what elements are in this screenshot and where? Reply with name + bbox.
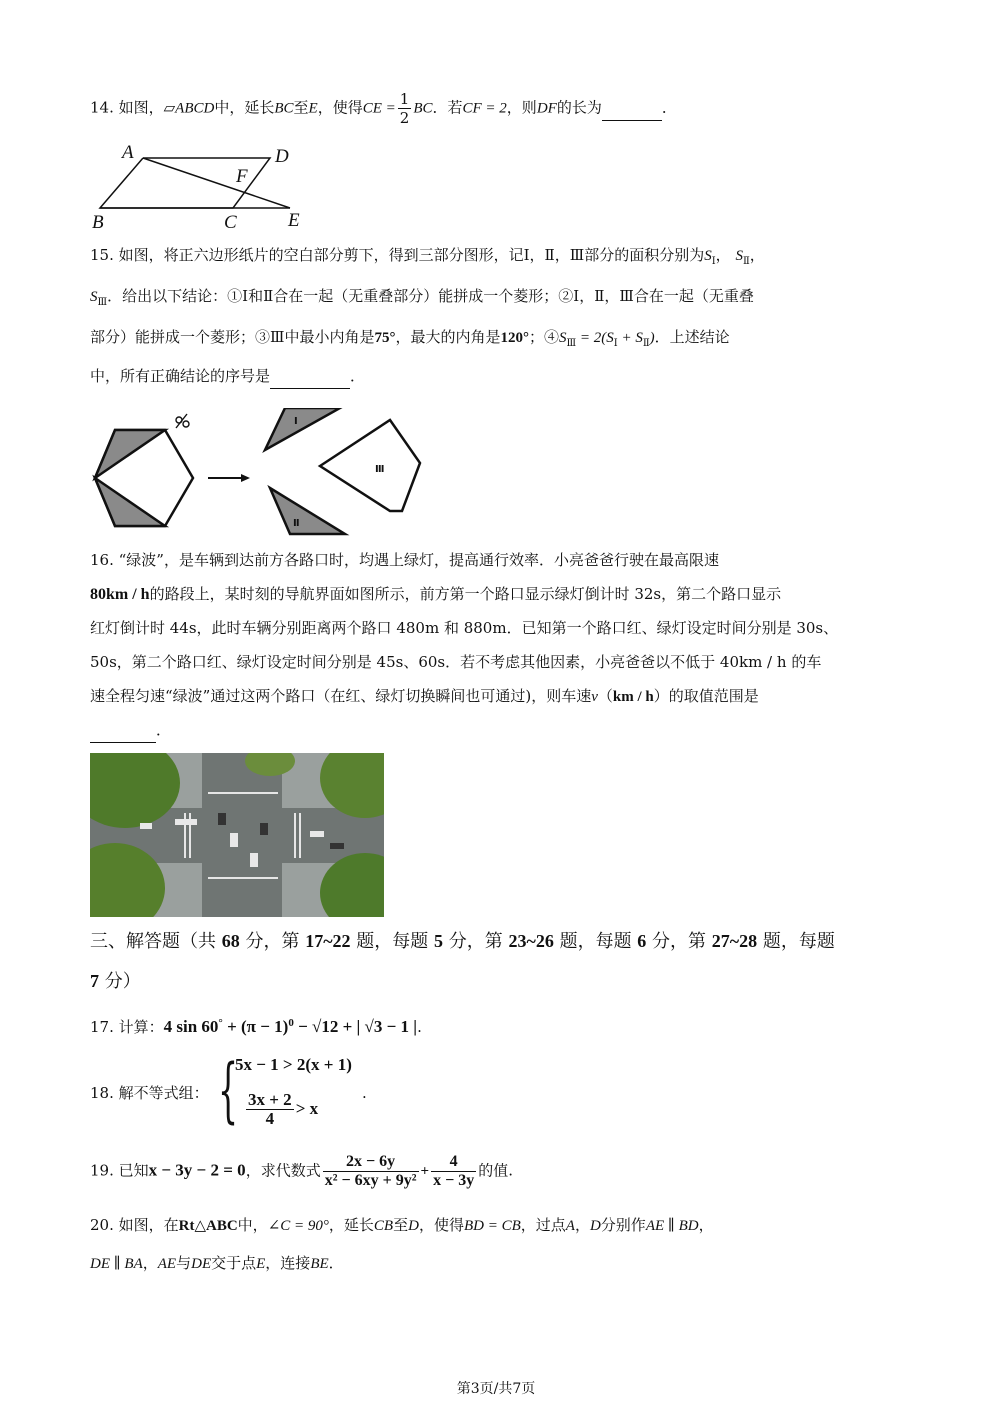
q14-seg1: 中，延长 <box>214 98 275 117</box>
q20-be: BE <box>310 1256 329 1272</box>
q15-formula-rest: = 2(S <box>576 330 614 346</box>
q20-l1f: ，过点 <box>520 1216 566 1234</box>
q14-cf: CF = 2 <box>462 100 507 117</box>
q19-f1-den: x² − 6xy + 9y² <box>324 1172 417 1189</box>
q20-l1g: ， <box>574 1216 590 1234</box>
q20-line1 <box>90 1213 714 1238</box>
q15-comma: ， <box>715 246 731 264</box>
q16-line4: 50s，第二个路口红、绿灯设定时间分别是 45s、60s．若不考虑其他因素，小亮爸爸以不低于 40km / h 的车 <box>90 653 822 671</box>
q16-line2-text: 的路段上，某时刻的导航界面如图所示，前方第一个路口显示绿灯倒计时 32s，第二个路口显示 <box>149 585 782 603</box>
q15-line3d: ．上述结论 <box>654 328 730 346</box>
q15-line3b: ，最大的内角是 <box>395 328 501 346</box>
q20-a: A <box>565 1218 575 1234</box>
q15-line4-text: 中，所有正确结论的序号是 <box>90 367 271 385</box>
q15-line4 <box>90 364 365 389</box>
q19-end: 的值. <box>478 1161 513 1180</box>
s3-l1e: 题，每题 <box>553 931 638 952</box>
q16-unit: km / h <box>612 689 654 705</box>
q14-seg2: 至 <box>293 98 309 117</box>
q15-label-iii: Ⅲ <box>375 464 385 475</box>
q15-s3: S <box>90 289 98 305</box>
q14-answer-blank[interactable] <box>602 96 662 121</box>
q17-expr-a: 4 sin 60 <box>163 1017 219 1036</box>
q14-label-e: E <box>288 210 300 231</box>
q16-line5c: ）的取值范围是 <box>653 687 759 705</box>
q14-parallelogram-figure <box>88 140 318 235</box>
q20-l2g: ，连接 <box>265 1254 311 1272</box>
q15-line3a: 部分）能拼成一个菱形；③Ⅲ中最小内角是 <box>90 328 375 346</box>
q15-line1 <box>90 243 765 274</box>
q15-comma2: ， <box>749 246 765 264</box>
q14-frac-num: 1 <box>399 90 410 108</box>
q14-frac-den: 2 <box>399 109 410 127</box>
q16-line5a: 速全程匀速“绿波”通过这两个路口（在红、绿灯切换瞬间也可通过)，则车速 <box>90 687 592 705</box>
s3-l1f: 分，第 <box>646 931 712 952</box>
q15-formula: S <box>559 330 567 346</box>
q20-d2: D <box>589 1218 601 1234</box>
q18-frac-den: 4 <box>265 1109 275 1128</box>
q15-deg120: 120° <box>500 330 529 346</box>
q20-l2d: 与 <box>176 1254 192 1272</box>
q14-df: DF <box>536 100 557 117</box>
q16-v: v <box>591 689 598 705</box>
q18-label: 18. 解不等式组： <box>90 1084 209 1102</box>
q15-line3 <box>90 325 730 356</box>
q18-ineq1 <box>235 1053 352 1077</box>
q20-l2b: ， <box>142 1254 158 1272</box>
q15-f-sub2: Ⅱ <box>642 338 650 349</box>
q20-l1e: ，使得 <box>418 1216 464 1234</box>
q20-eq: BD = CB <box>463 1218 521 1234</box>
q14-number: 14. 如图， <box>90 98 164 117</box>
q19-cond: x − 3y − 2 = 0 <box>148 1160 246 1180</box>
q15-answer-blank[interactable] <box>270 364 350 389</box>
q15-s1: S <box>704 248 712 264</box>
q16-speed: 80km / h <box>90 586 150 603</box>
q14-e: E <box>308 100 318 117</box>
section3-heading-line1 <box>90 928 835 955</box>
q19-fraction1 <box>323 1153 419 1190</box>
q16-intersection-photo <box>90 753 384 917</box>
q15-formula-sub: Ⅲ <box>566 338 577 349</box>
q14-text <box>90 90 677 127</box>
q18-end: . <box>362 1084 367 1102</box>
q15-line3c: ；④ <box>528 328 559 346</box>
q17-zero: 0 <box>288 1017 294 1029</box>
q20-l1h: 分别作 <box>600 1216 646 1234</box>
q17 <box>90 1011 422 1039</box>
q20-l2e: DE <box>191 1256 212 1272</box>
q15-line2 <box>90 284 754 315</box>
q14-seg6: 的长为 <box>556 98 602 117</box>
q20-l2f: 交于点 <box>211 1254 257 1272</box>
q20-l1c: ，延长 <box>328 1216 374 1234</box>
q15-end: ． <box>350 367 366 385</box>
s3-n5: 5 <box>434 931 444 951</box>
q16-answer-blank[interactable] <box>90 718 156 743</box>
q17-expr-c: − √12 + | √3 − 1 | <box>293 1017 418 1036</box>
q14-seg3: ，使得 <box>317 98 363 117</box>
q16-line5 <box>90 684 759 709</box>
q15-s2: S <box>735 248 743 264</box>
q18-ineq1-text: 5x − 1 > 2(x + 1) <box>235 1055 352 1074</box>
s3-l1g: 题，每题 <box>757 931 835 952</box>
scissors-icon <box>176 414 189 428</box>
q14-label-d: D <box>275 146 289 167</box>
q20-l1i: ， <box>698 1216 714 1234</box>
q18-fraction <box>246 1091 294 1128</box>
q16-line3: 红灯倒计时 44s，此时车辆分别距离两个路口 480m 和 880m．已知第一个路口红、绿灯设定时间分别是 30s、 <box>90 619 839 637</box>
q20-rt: Rt△ABC <box>178 1218 238 1234</box>
q15-f-close: ) <box>649 330 655 346</box>
q20-l2c: AE <box>157 1256 177 1272</box>
q20-cb: CB <box>373 1218 394 1234</box>
q14-bc: BC <box>274 100 294 117</box>
q15-deg75: 75° <box>374 330 396 346</box>
q15-line2-text: ．给出以下结论：①Ⅰ和Ⅱ合在一起（无重叠部分）能拼成一个菱形；②Ⅰ，Ⅱ，Ⅲ合在一起（无重叠 <box>107 287 754 305</box>
q18-frac-num: 3x + 2 <box>248 1090 292 1109</box>
q19-label: 19. 已知 <box>90 1161 149 1180</box>
q20-l1a: 20. 如图，在 <box>90 1216 179 1234</box>
s3-l2b: 分） <box>99 971 141 992</box>
q14-label-a: A <box>122 142 134 163</box>
q16-end: ． <box>156 721 172 739</box>
q15-line1-text: 15. 如图，将正六边形纸片的空白部分剪下，得到三部分图形，记Ⅰ，Ⅱ，Ⅲ部分的面积分别为 <box>90 246 705 264</box>
q19-f2-den: x − 3y <box>433 1172 475 1189</box>
q17-end: . <box>417 1018 422 1036</box>
s3-n6: 6 <box>637 931 647 951</box>
s3-l1b: 分，第 <box>239 931 306 952</box>
q16-line6 <box>90 718 171 743</box>
q15-s1-sub: Ⅰ <box>711 256 716 267</box>
q15-label-ii: Ⅱ <box>293 518 300 529</box>
q14-lhs: CE = <box>362 100 396 117</box>
q14-label-f: F <box>236 166 248 187</box>
q19-seg: ，求代数式 <box>245 1161 321 1180</box>
q16-line5b: （ <box>597 687 613 705</box>
q16-line2 <box>90 582 781 607</box>
q19-f1-num: 2x − 6y <box>323 1153 419 1172</box>
q15-hexagon-figure <box>90 408 430 536</box>
q20-l2a: DE ∥ BA <box>90 1256 143 1272</box>
q20-angle: ∠C = 90° <box>267 1218 329 1234</box>
q15-s2-sub: Ⅱ <box>742 256 750 267</box>
q14-shape: ▱ABCD <box>163 100 215 117</box>
s3-r1: 17~22 <box>305 931 351 951</box>
q17-expr-b: + (π − 1) <box>222 1017 289 1036</box>
q14-label-c: C <box>224 212 237 233</box>
q16-line1: 16. “绿波”，是车辆到达前方各路口时，均遇上绿灯，提高通行效率．小亮爸爸行驶在最高限速 <box>90 551 719 569</box>
section3-heading-line2 <box>90 968 141 995</box>
q15-f-plus: + S <box>617 330 643 346</box>
q20-l1b: 中， <box>237 1216 268 1234</box>
s3-r2: 23~26 <box>508 931 554 951</box>
s3-l1d: 分，第 <box>443 931 509 952</box>
q15-f-sub1: Ⅰ <box>613 338 618 349</box>
q19-plus: + <box>420 1163 430 1180</box>
q18-ineq2 <box>244 1091 318 1128</box>
q14-seg5: ，则 <box>506 98 537 117</box>
s3-l2a: 7 <box>90 971 99 991</box>
q18-ineq2-rest: > x <box>295 1099 319 1118</box>
s3-l1a: 三、解答题（共 <box>90 931 222 952</box>
q14-label-b: B <box>92 212 104 233</box>
s3-r3: 27~28 <box>711 931 758 951</box>
q18-brace: { <box>218 1049 239 1131</box>
s3-n68: 68 <box>221 931 240 951</box>
q20-e: E <box>256 1256 266 1272</box>
q14-fraction <box>398 90 412 127</box>
q20-d: D <box>408 1218 419 1234</box>
page-footer: 第3页/共7页 <box>456 1381 536 1397</box>
q19-fraction2 <box>431 1153 476 1190</box>
q19 <box>90 1153 513 1190</box>
s3-l1c: 题，每题 <box>350 931 435 952</box>
q20-line2 <box>90 1251 344 1276</box>
arrow-right-icon <box>208 474 250 482</box>
q20-l1d: 至 <box>393 1216 409 1234</box>
q14-end: ． <box>661 98 677 117</box>
q20-ae: AE ∥ BD <box>645 1218 699 1234</box>
q14-seg4: ．若 <box>432 98 463 117</box>
q19-f2-num: 4 <box>431 1153 476 1172</box>
q15-label-i: Ⅰ <box>294 416 298 427</box>
q15-s3-sub: Ⅲ <box>97 297 108 308</box>
q14-bc2: BC <box>413 100 433 117</box>
q17-deg: ° <box>218 1017 223 1029</box>
q17-label: 17. 计算： <box>90 1018 164 1036</box>
q20-l2h: ． <box>328 1254 344 1272</box>
